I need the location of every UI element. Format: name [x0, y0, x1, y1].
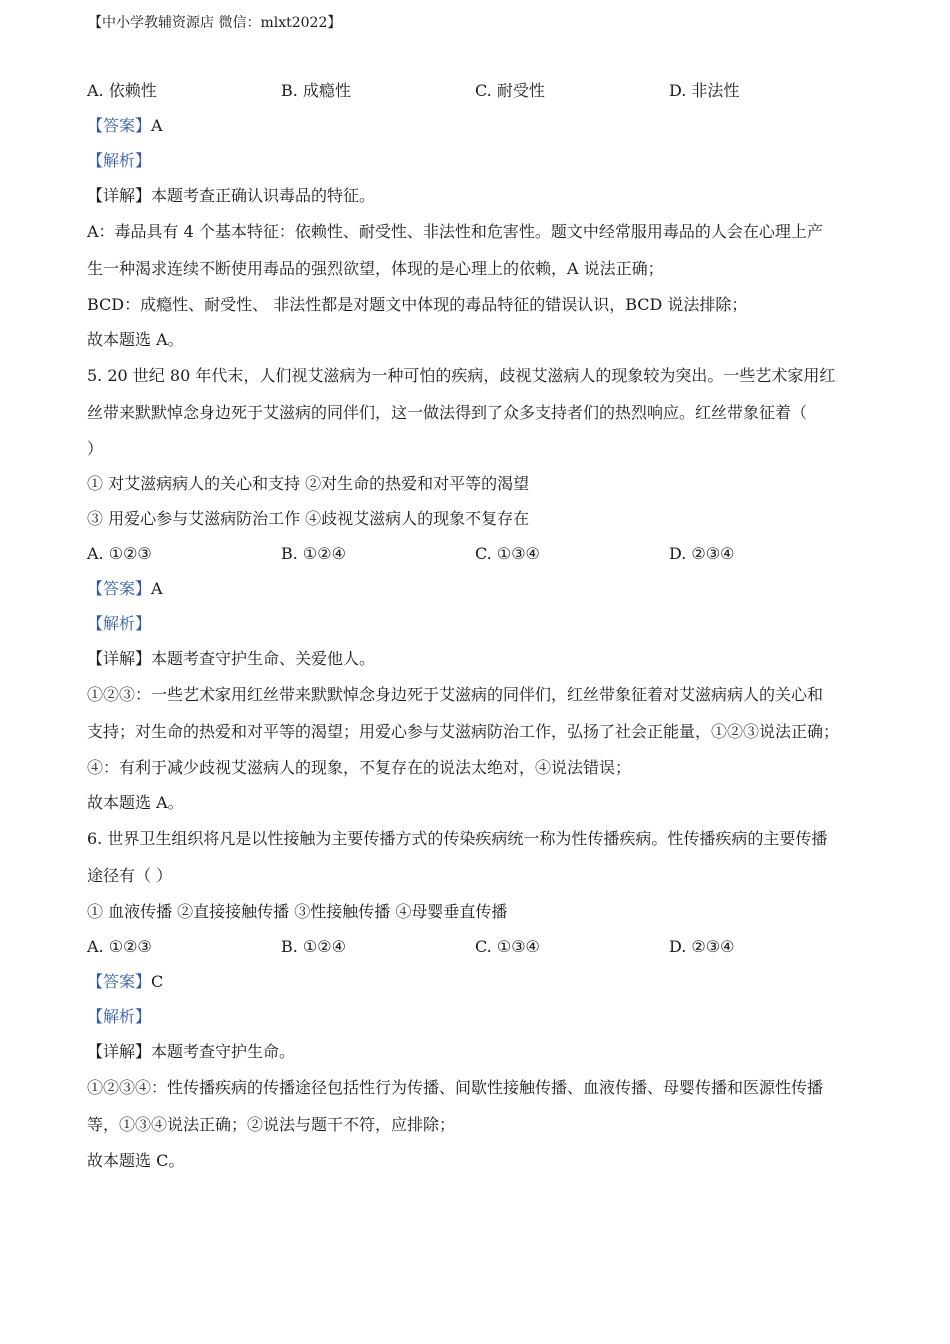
q5-answer: [87, 571, 877, 606]
q4-option-a: A. 依赖性: [87, 81, 157, 100]
q4-analysis-tag: 【解析】: [87, 151, 152, 170]
q6-detail-line: ①②③④：性传播疾病的传播途径包括性行为传播、间歇性接触传播、血液传播、母婴传播和医源性传播: [87, 1078, 824, 1097]
q5-option-b: B. ①②④: [281, 544, 346, 563]
q4-detail-line: 【详解】本题考查正确认识毒品的特征。: [87, 186, 376, 205]
q6-stem-line: 6. 世界卫生组织将凡是以性接触为主要传播方式的传染疾病统一称为性传播疾病。性传播疾病的主要传播: [87, 829, 828, 848]
q4-option-b: B. 成瘾性: [281, 81, 351, 100]
q6-answer: [87, 964, 877, 999]
q6-options: [87, 929, 877, 964]
document-content: [87, 73, 877, 1178]
q6-option-a: A. ①②③: [87, 937, 152, 956]
q5-statement: ① 对艾滋病病人的关心和支持 ②对生命的热爱和对平等的渴望: [87, 474, 530, 493]
q5-detail-line: ④：有利于减少歧视艾滋病人的现象，不复存在的说法太绝对，④说法错误；: [87, 758, 632, 777]
q6-detail-line: 等，①③④说法正确；②说法与题干不符，应排除；: [87, 1115, 456, 1134]
answer-tag: 【答案】: [87, 972, 152, 991]
q5-option-c: C. ①③④: [475, 544, 540, 563]
q6-option-d: D. ②③④: [669, 937, 735, 956]
q6-detail-line: 【详解】本题考查守护生命。: [87, 1042, 296, 1061]
q5-detail-line: ①②③：一些艺术家用红丝带来默默悼念身边死于艾滋病的同伴们，红丝带象征着对艾滋病病人的关心和: [87, 685, 824, 704]
q5-stem-line: 丝带来默默悼念身边死于艾滋病的同伴们，这一做法得到了众多支持者们的热烈响应。红丝带象征着（: [87, 403, 808, 422]
q6-option-b: B. ①②④: [281, 937, 346, 956]
answer-tag: 【答案】: [87, 579, 152, 598]
q5-option-a: A. ①②③: [87, 544, 152, 563]
q5-stem-line: ）: [87, 439, 104, 458]
q4-options: [87, 73, 877, 108]
q6-option-c: C. ①③④: [475, 937, 540, 956]
q4-option-c: C. 耐受性: [475, 81, 545, 100]
q6-detail-line: 故本题选 C。: [87, 1151, 185, 1170]
answer-tag: 【答案】: [87, 116, 152, 135]
q4-detail-line: 生一种渴求连续不断使用毒品的强烈欲望，体现的是心理上的依赖，A 说法正确；: [87, 259, 664, 278]
answer-value: C: [151, 972, 164, 991]
q5-stem-line: 5. 20 世纪 80 年代末，人们视艾滋病为一种可怕的疾病，歧视艾滋病人的现象较为突出。一些艺术家用红: [87, 366, 836, 385]
q6-stem-line: 途径有（ ）: [87, 866, 173, 885]
q5-analysis-tag: 【解析】: [87, 614, 152, 633]
q6-statement: ① 血液传播 ②直接接触传播 ③性接触传播 ④母婴垂直传播: [87, 902, 508, 921]
q5-detail-line: 故本题选 A。: [87, 793, 184, 812]
page-header: 【中小学教辅资源店 微信：mlxt2022】: [88, 15, 342, 31]
q5-options: [87, 536, 877, 571]
q5-detail-line: 支持；对生命的热爱和对平等的渴望；用爱心参与艾滋病防治工作，弘扬了社会正能量，①②③说法正确；: [87, 722, 840, 741]
answer-value: A: [151, 579, 163, 598]
q4-detail-line: BCD：成瘾性、耐受性、 非法性都是对题文中体现的毒品特征的错误认识，BCD 说法排除；: [87, 295, 748, 314]
q5-option-d: D. ②③④: [669, 544, 735, 563]
q5-detail-line: 【详解】本题考查守护生命、关爱他人。: [87, 649, 376, 668]
q4-detail-line: 故本题选 A。: [87, 330, 184, 349]
q6-analysis-tag: 【解析】: [87, 1007, 152, 1026]
q4-answer: [87, 108, 877, 143]
q5-statement: ③ 用爱心参与艾滋病防治工作 ④歧视艾滋病人的现象不复存在: [87, 509, 530, 528]
q4-option-d: D. 非法性: [669, 81, 740, 100]
q4-detail-line: A：毒品具有 4 个基本特征：依赖性、耐受性、非法性和危害性。题文中经常服用毒品的人会在心理上产: [87, 222, 823, 241]
answer-value: A: [151, 116, 163, 135]
